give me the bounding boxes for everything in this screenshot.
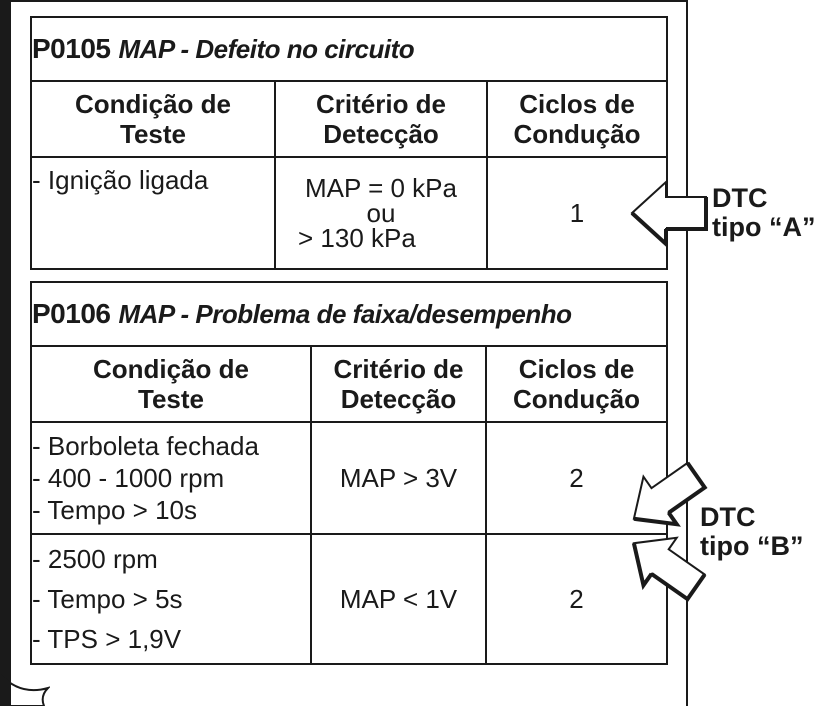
dtc-description: MAP - Defeito no circuito: [118, 34, 415, 64]
table-header-row: [31, 81, 667, 157]
dtc-label-line: tipo “A”: [712, 212, 816, 242]
header-criterion: [275, 81, 487, 157]
header-cycles: [487, 81, 667, 157]
header-condition-line: Teste: [120, 119, 186, 149]
dtc-type-a-label: [712, 184, 815, 242]
dtc-label-line: tipo “B”: [700, 531, 804, 561]
condition-line: - Ignição ligada: [32, 165, 209, 195]
header-criterion-line: Critério de: [333, 354, 464, 384]
arrow-left-icon: [630, 180, 710, 246]
dtc-code: P0106: [32, 298, 111, 329]
arrow-up-left-icon: [625, 462, 705, 532]
condition-line: - Borboleta fechada: [32, 431, 259, 461]
condition-cell: [31, 157, 275, 269]
criterion-line: > 130 kPa: [298, 223, 416, 253]
header-criterion-line: Critério de: [315, 89, 447, 119]
condition-line: - Tempo > 5s: [32, 584, 183, 614]
header-cycles-line: Condução: [512, 384, 641, 414]
table-row: [31, 534, 667, 664]
dtc-table-p0105: [30, 16, 668, 270]
condition-cell: [31, 422, 311, 534]
table-code-row: [31, 17, 667, 81]
dtc-description: MAP - Problema de faixa/desempenho: [118, 299, 572, 329]
table-row: [31, 157, 667, 269]
table-row: [31, 422, 667, 534]
table-code-row: [31, 282, 667, 346]
dtc-type-b-label: [700, 503, 803, 561]
condition-line: - 400 - 1000 rpm: [32, 463, 225, 493]
page-curl-icon: [0, 666, 50, 706]
table-code-cell: [31, 17, 667, 81]
header-cycles-line: Ciclos de: [518, 354, 635, 384]
dtc-code: P0105: [32, 33, 111, 64]
header-criterion-line: Detecção: [323, 119, 439, 149]
header-condition: [31, 346, 311, 422]
header-condition-line: Condição de: [74, 89, 231, 119]
condition-line: - 2500 rpm: [32, 544, 158, 574]
cycles-cell: 1: [487, 157, 667, 269]
header-cycles: [486, 346, 667, 422]
arrow-down-left-icon: [625, 530, 705, 600]
criterion-cell: MAP > 3V: [311, 422, 486, 534]
header-criterion: [311, 346, 486, 422]
header-condition-line: Teste: [138, 384, 204, 414]
cycles-cell: 2: [486, 422, 667, 534]
dtc-table-p0106: [30, 281, 668, 665]
condition-line: - TPS > 1,9V: [32, 624, 182, 654]
criterion-cell: MAP < 1V: [311, 534, 486, 664]
header-cycles-line: Ciclos de: [519, 89, 635, 119]
dtc-label-line: DTC: [700, 502, 756, 532]
criterion-line: ou: [366, 198, 396, 228]
cycles-cell: 2: [486, 534, 667, 664]
header-cycles-line: Condução: [513, 119, 641, 149]
condition-line: - Tempo > 10s: [32, 495, 198, 525]
table-code-cell: [31, 282, 667, 346]
criterion-cell: [275, 157, 487, 269]
dtc-label-line: DTC: [712, 183, 768, 213]
criterion-line: MAP = 0 kPa: [305, 173, 457, 203]
header-condition: [31, 81, 275, 157]
header-criterion-line: Detecção: [340, 384, 457, 414]
condition-cell: [31, 534, 311, 664]
header-condition-line: Condição de: [92, 354, 249, 384]
table-header-row: [31, 346, 667, 422]
